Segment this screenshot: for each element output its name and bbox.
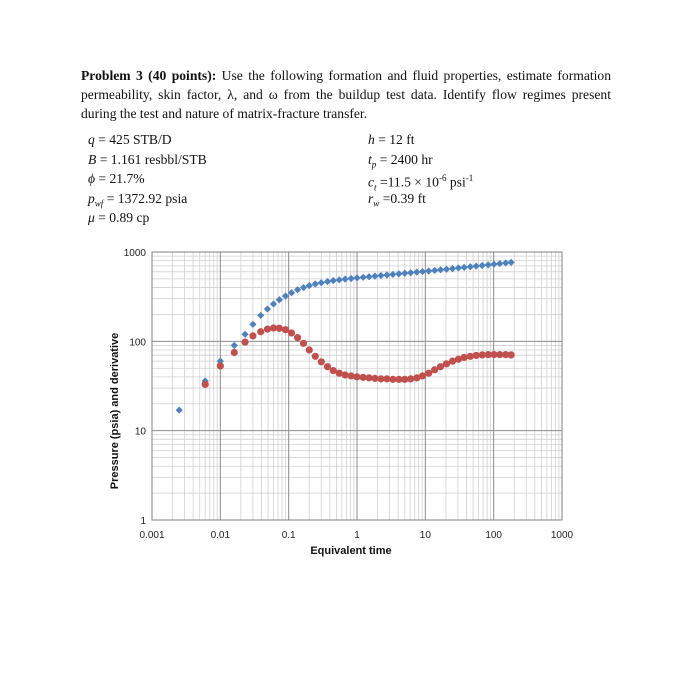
x-tick-label: 1000 <box>550 530 574 541</box>
param-value: = 12 ft <box>374 132 415 147</box>
pressure-point <box>176 406 183 413</box>
pressure-point <box>431 267 438 274</box>
derivative-point <box>294 334 301 341</box>
pressure-point <box>395 270 402 277</box>
derivative-point <box>508 351 515 358</box>
pressure-point <box>401 270 408 277</box>
series-pressure <box>176 259 515 414</box>
derivative-point <box>312 353 319 360</box>
pressure-point <box>508 259 515 266</box>
pressure-point <box>479 262 486 269</box>
pressure-point <box>413 269 420 276</box>
pressure-point <box>342 276 349 283</box>
problem-heading: Problem 3 (40 points): <box>81 68 217 83</box>
pressure-point <box>425 267 432 274</box>
derivative-point <box>231 349 238 356</box>
pressure-point <box>249 321 256 328</box>
pressure-point <box>437 266 444 273</box>
param-superscript: -6 <box>438 173 447 183</box>
y-tick-label: 100 <box>129 337 146 349</box>
pressure-point <box>490 261 497 268</box>
param-value: = 0.89 cp <box>94 210 150 225</box>
derivative-point <box>300 340 307 347</box>
pressure-point <box>360 274 367 281</box>
derivative-point <box>276 325 283 332</box>
param-symbol: p <box>88 190 95 206</box>
derivative-point <box>202 381 209 388</box>
y-tick-label: 10 <box>134 426 146 438</box>
param-subscript: wf <box>94 198 104 209</box>
derivative-point <box>249 332 256 339</box>
derivative-point <box>318 358 325 365</box>
param-value: = 2400 hr <box>376 151 433 167</box>
pressure-point <box>455 264 462 271</box>
derivative-point <box>353 373 360 380</box>
derivative-point <box>264 326 271 333</box>
derivative-point <box>407 375 414 382</box>
param-symbol: c <box>368 174 375 190</box>
param-unit-superscript: -1 <box>465 173 474 183</box>
param-symbol: q <box>88 132 95 147</box>
chart-series <box>176 259 515 414</box>
x-tick-label: 0.1 <box>281 530 296 541</box>
param-symbol: ϕ <box>88 171 96 186</box>
param-symbol: B <box>88 151 97 167</box>
pressure-point <box>300 284 307 291</box>
x-tick-label: 100 <box>485 530 503 541</box>
y-tick-label: 1 <box>140 516 146 527</box>
series-derivative <box>202 324 515 388</box>
derivative-point <box>461 354 468 361</box>
pressure-point <box>306 282 313 289</box>
pressure-point <box>231 342 238 349</box>
param-value: = 21.7% <box>95 171 145 186</box>
derivative-point <box>306 346 313 353</box>
param-symbol: h <box>368 132 375 147</box>
param-value: = 1372.92 psia <box>103 190 188 206</box>
param-symbol: μ <box>88 210 95 225</box>
chart-grid <box>152 252 562 520</box>
derivative-point <box>217 362 224 369</box>
param-symbol: t <box>368 151 372 167</box>
param-value: =11.5 × 10 <box>376 174 439 190</box>
param-symbol: r <box>368 190 374 206</box>
param-subscript: p <box>371 159 377 170</box>
derivative-point <box>288 329 295 336</box>
param-value: = 425 STB/D <box>94 132 172 147</box>
param-subscript: w <box>373 198 380 209</box>
x-tick-label: 0.01 <box>210 530 231 541</box>
pressure-point <box>241 331 248 338</box>
pressure-point <box>264 305 271 312</box>
y-tick-label: 1000 <box>123 248 146 259</box>
param-subscript: t <box>374 182 377 193</box>
x-axis-title: Equivalent time <box>310 545 392 557</box>
problem-text: Use the following formation and fluid properties, estimate formation permeability, skin factor, λ, and ω from the buildup test data. Identify flow regimes present during the test and nature of matrix-fracture transfer. <box>81 68 611 121</box>
pressure-point <box>257 312 264 319</box>
pressure-point <box>353 274 360 281</box>
derivative-point <box>257 328 264 335</box>
chart-labels <box>109 248 574 557</box>
pressure-point <box>330 277 337 284</box>
param-value: =0.39 ft <box>379 190 426 206</box>
pressure-point <box>312 280 319 287</box>
pressure-point <box>270 300 277 307</box>
pressure-point <box>318 279 325 286</box>
param-value: = 1.161 resbbl/STB <box>96 151 207 167</box>
derivative-point <box>241 339 248 346</box>
pressure-point <box>407 269 414 276</box>
x-tick-label: 0.001 <box>139 530 165 541</box>
y-axis-title: Pressure (psia) and derivative <box>109 332 121 490</box>
x-tick-label: 1 <box>354 530 360 541</box>
derivative-point <box>419 372 426 379</box>
param-unit: psi <box>446 174 466 190</box>
x-tick-label: 10 <box>419 530 431 541</box>
pressure-point <box>377 272 384 279</box>
